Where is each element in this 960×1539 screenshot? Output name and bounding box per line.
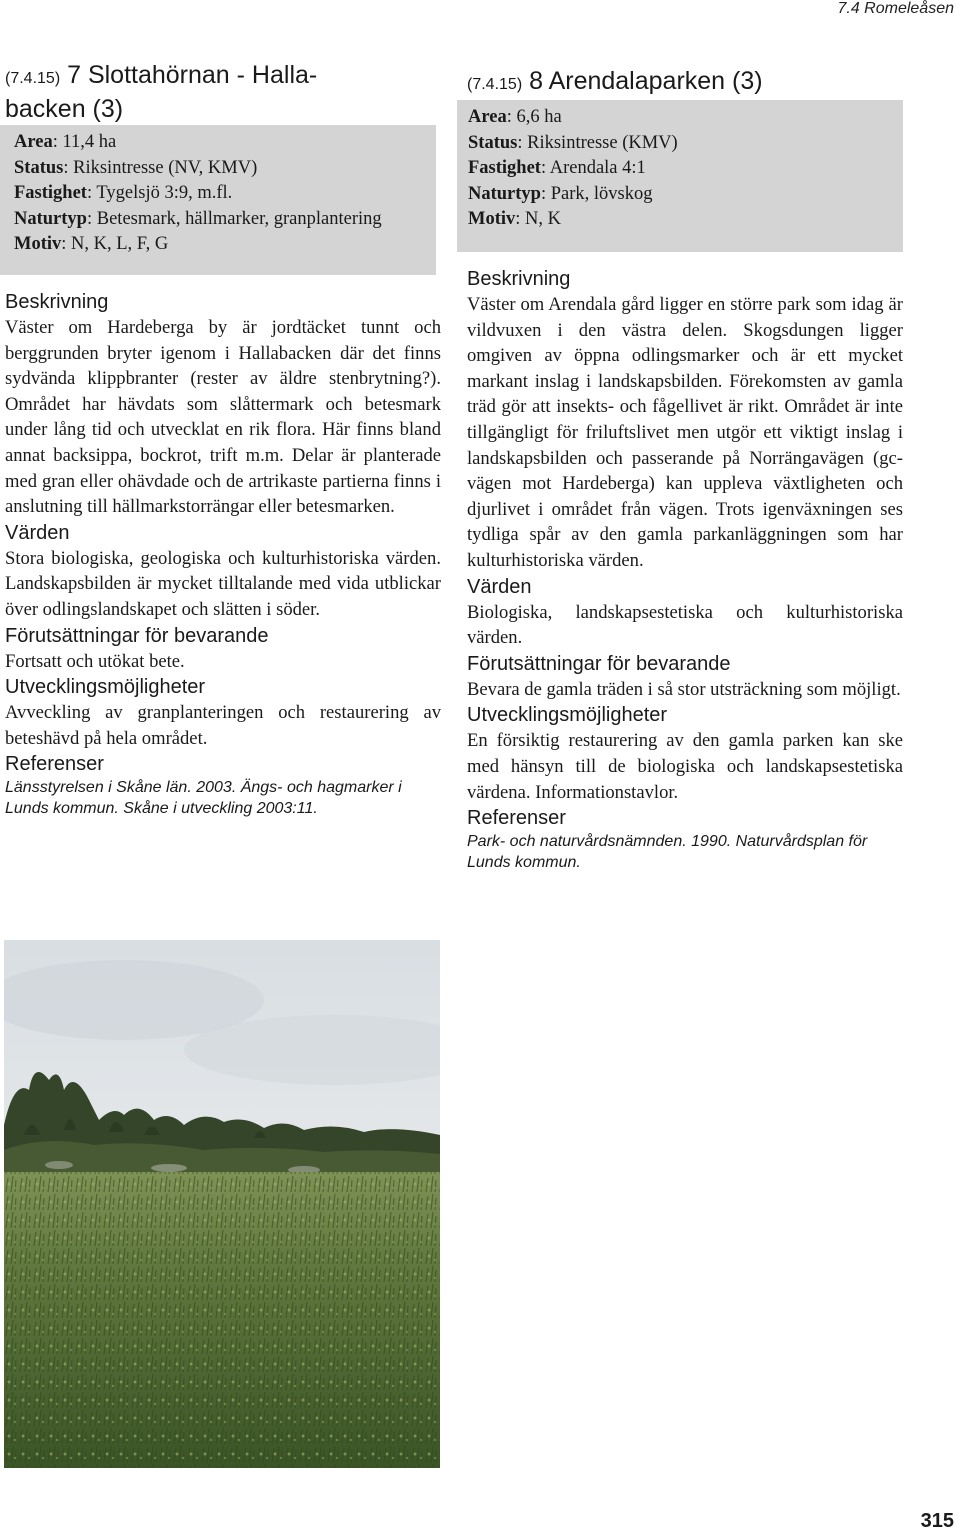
section-title — [467, 66, 903, 100]
fact-row — [468, 131, 903, 157]
beskrivning-heading: Beskrivning — [467, 268, 571, 290]
fact-row — [14, 207, 436, 233]
section-title-line1: 7 Slottahörnan - Halla- — [67, 61, 318, 89]
referenser-text: Länsstyrelsen i Skåne län. 2003. Ängs- och hagmarker i Lunds kommun. Skåne i utveckling 2003:11. — [5, 779, 402, 818]
fact-label: Naturtyp — [14, 208, 87, 229]
fact-row — [468, 105, 903, 131]
fact-label: Naturtyp — [468, 183, 541, 204]
referenser-heading: Referenser — [467, 807, 566, 830]
landscape-photo — [4, 940, 440, 1468]
varden-heading: Värden — [5, 521, 70, 544]
forutsattningar-heading: Förutsättningar för bevarande — [467, 652, 731, 675]
fact-value: : 6,6 ha — [506, 107, 562, 127]
section-title-line2: backen (3) — [5, 95, 124, 123]
fact-value: : Park, lövskog — [540, 183, 653, 204]
fact-label: Motiv — [468, 209, 516, 229]
varden-text: Stora biologiska, geologiska och kulturhistoriska värden. Landskapsbilden är mycket tilltalande med vida utblickar över odlingslandskapet och slätten i söder. — [5, 547, 441, 620]
fact-label: Fastighet — [468, 158, 541, 178]
section-arendalaparken — [467, 66, 903, 873]
varden-text: Biologiska, landskapsestetiska och kulturhistoriska värden. — [467, 601, 903, 649]
fact-value: : Tygelsjö 3:9, m.fl. — [86, 183, 233, 203]
section-title-text: 8 Arendalaparken (3) — [529, 67, 763, 95]
fact-label: Area — [468, 107, 507, 127]
fact-label: Motiv — [14, 234, 62, 254]
fact-label: Area — [14, 132, 53, 152]
fact-row — [14, 181, 436, 207]
utveckling-heading: Utvecklingsmöjligheter — [5, 676, 206, 699]
fact-value: : Betesmark, hällmarker, granplantering — [86, 208, 382, 229]
fact-row — [468, 156, 903, 182]
section-slottahornan — [5, 60, 441, 819]
utveckling-heading: Utvecklingsmöjligheter — [467, 704, 668, 727]
fact-label: Fastighet — [14, 183, 87, 203]
page-number: 315 — [920, 1510, 954, 1532]
referenser-heading: Referenser — [5, 753, 104, 776]
fact-value: : 11,4 ha — [52, 132, 117, 152]
fact-row — [468, 182, 903, 208]
forutsattningar-text: Fortsatt och utökat bete. — [5, 650, 185, 672]
running-header: 7.4 Romeleåsen — [837, 0, 954, 17]
fact-value: : N, K — [515, 209, 562, 229]
fact-value: : Riksintresse (NV, KMV) — [63, 157, 258, 178]
fact-value: : Arendala 4:1 — [540, 158, 646, 178]
beskrivning-heading: Beskrivning — [5, 291, 109, 313]
fact-label: Status — [14, 157, 64, 178]
fact-row — [468, 207, 903, 233]
fact-value: : N, K, L, F, G — [61, 234, 169, 254]
utveckling-text: Avveckling av granplanteringen och restaurering av beteshävd på hela området. — [5, 702, 441, 749]
utveckling-text: En försiktig restaurering av den gamla parken kan ske med hänsyn till de biologiska och landskapsestetiska värdena. Informationstavlor. — [467, 730, 903, 803]
section-title — [5, 60, 441, 125]
fact-value: : Riksintresse (KMV) — [517, 132, 678, 153]
fact-row — [14, 232, 436, 258]
forutsattningar-text: Bevara de gamla träden i så stor utsträckning som möjligt. — [467, 678, 901, 700]
landscape-photo-image — [4, 940, 440, 1468]
section-number: (7.4.15) — [467, 76, 523, 93]
varden-heading: Värden — [467, 575, 532, 598]
fact-row — [14, 156, 436, 182]
beskrivning-text: Väster om Arendala gård ligger en större park som idag är vildvuxen i den västra delen. Skogsdungen ligger omgiven av öppna odlingsmarker och är ett mycket markant inslag i landskapsbilden. Förekomsten av gamla träd gör att insekts- och fågellivet är rikt. Området är inte tillgängligt för friluftslivet men utgör ett viktigt inslag i landskapsbilden och passerande på Norrängavägen (gc-vägen mot Hardeberga) kan uppleva växtligheten och djurlivet i området från vägen. Trots igenväxningen ses tydliga spår av den gamla parkanläggningen som har kulturhistoriska värden. — [467, 294, 903, 571]
referenser-text: Park- och naturvårdsnämnden. 1990. Naturvårdsplan för Lunds kommun. — [467, 833, 868, 872]
beskrivning-text: Väster om Hardeberga by är jordtäcket tunnt och berggrunden bryter igenom i Hallabacken där det finns sydvända klippbranter (rester av äldre stenbrytning?). Området har hävdats som slåttermark och betesmark under lång tid och utvecklat en rik flora. Här finns bland annat backsippa, bockrot, trift m.m. Delar är planterade med gran eller ohävdade och de artrikaste partierna finns i anslutning till hällmarkstorrängar eller betesmarken. — [5, 317, 441, 518]
section-number: (7.4.15) — [5, 70, 61, 87]
fact-box — [0, 125, 436, 275]
fact-row — [14, 130, 436, 156]
forutsattningar-heading: Förutsättningar för bevarande — [5, 624, 269, 647]
fact-box — [457, 100, 903, 252]
fact-label: Status — [468, 132, 518, 153]
